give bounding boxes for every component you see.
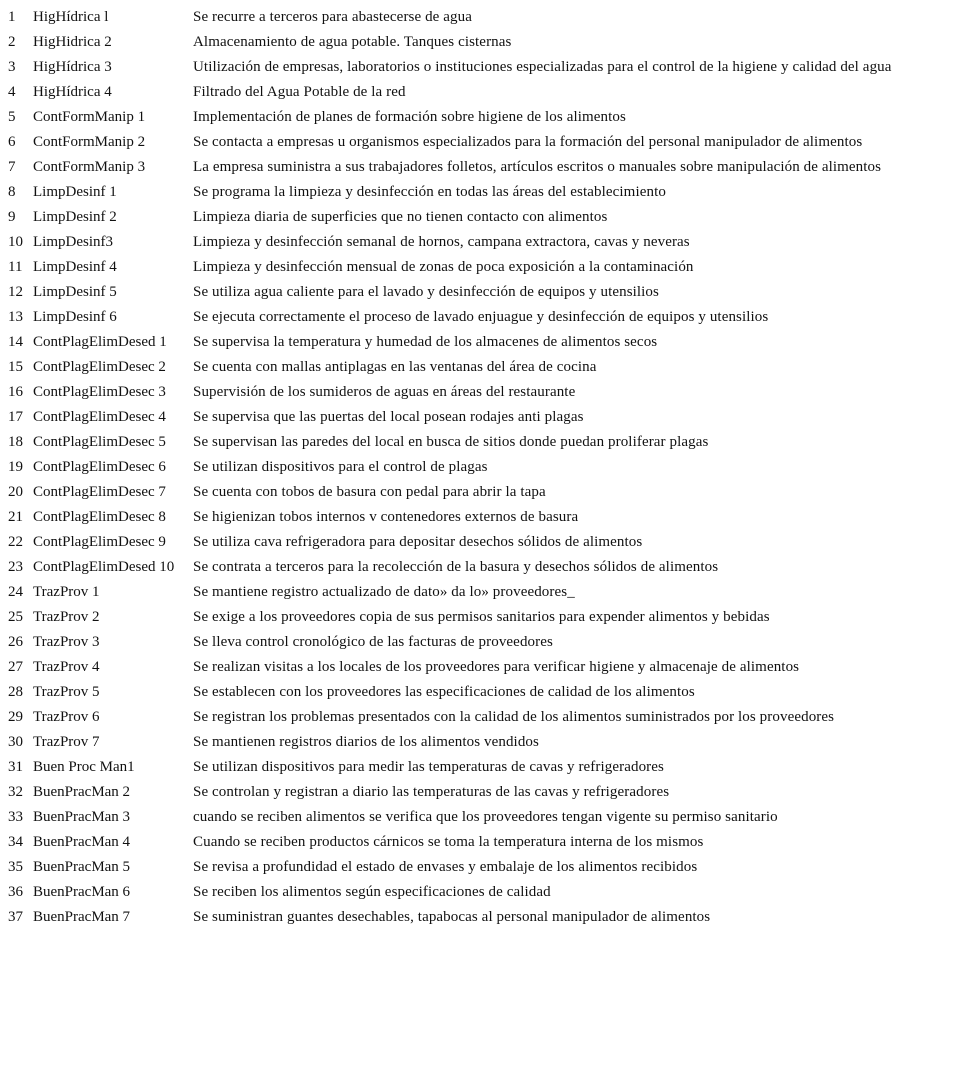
item-description: Se utiliza agua caliente para el lavado y desinfección de equipos y utensilios	[193, 284, 659, 300]
row-number: 7	[8, 159, 16, 175]
row-number: 21	[8, 509, 23, 525]
item-code: ContPlagElimDesec 7	[33, 484, 166, 500]
item-code: BuenPracMan 3	[33, 809, 131, 825]
item-code: BuenPracMan 4	[33, 834, 131, 850]
item-code: HigHidrica 2	[33, 34, 112, 50]
item-code: LimpDesinf 1	[33, 184, 117, 200]
item-description: Se contacta a empresas u organismos especializados para la formación del personal manipulador de alimentos	[193, 134, 863, 150]
item-code: TrazProv 7	[33, 734, 100, 750]
row-number: 17	[8, 409, 23, 425]
item-code: ContFormManip 3	[33, 159, 146, 175]
row-number: 13	[8, 309, 23, 325]
item-description: cuando se reciben alimentos se verifica que los proveedores tengan vigente su permiso sanitario	[193, 809, 778, 825]
row-number: 20	[8, 484, 23, 500]
item-description: La empresa suministra a sus trabajadores folletos, artículos escritos o manuales sobre manipulación de alimentos	[193, 159, 882, 175]
item-code: BuenPracMan 7	[33, 909, 131, 925]
item-description: Se cuenta con mallas antiplagas en las ventanas del área de cocina	[193, 359, 597, 375]
row-number: 33	[8, 809, 23, 825]
row-number: 16	[8, 384, 23, 400]
item-code: ContPlagElimDesec 5	[33, 434, 166, 450]
row-number: 14	[8, 334, 23, 350]
item-code: TrazProv 6	[33, 709, 100, 725]
row-number: 22	[8, 534, 23, 550]
item-description: Se mantienen registros diarios de los alimentos vendidos	[193, 734, 539, 750]
item-code: ContPlagElimDesed 1	[33, 334, 167, 350]
item-description: Se revisa a profundidad el estado de envases y embalaje de los alimentos recibidos	[193, 859, 698, 875]
row-number: 15	[8, 359, 23, 375]
item-code: BuenPracMan 5	[33, 859, 131, 875]
item-code: TrazProv 3	[33, 634, 100, 650]
row-number: 24	[8, 584, 23, 600]
item-code: TrazProv 5	[33, 684, 100, 700]
item-code: ContPlagElimDesed 10	[33, 559, 175, 575]
row-number: 6	[8, 134, 16, 150]
item-description: Se supervisa que las puertas del local posean rodajes anti plagas	[193, 409, 584, 425]
item-description: Se lleva control cronológico de las facturas de proveedores	[193, 634, 553, 650]
item-description: Se supervisan las paredes del local en busca de sitios donde puedan proliferar plagas	[193, 434, 709, 450]
row-number: 3	[8, 59, 16, 75]
item-code: ContPlagElimDesec 3	[33, 384, 166, 400]
item-description: Se utiliza cava refrigeradora para depositar desechos sólidos de alimentos	[193, 534, 643, 550]
item-code: Buen Proc Man1	[33, 759, 135, 775]
item-code: ContPlagElimDesec 4	[33, 409, 166, 425]
item-code: ContFormManip 1	[33, 109, 146, 125]
item-code: LimpDesinf 2	[33, 209, 117, 225]
row-number: 2	[8, 34, 16, 50]
item-description: Supervisión de los sumideros de aguas en áreas del restaurante	[193, 384, 576, 400]
item-description: Se establecen con los proveedores las especificaciones de calidad de los alimentos	[193, 684, 695, 700]
row-number: 9	[8, 209, 16, 225]
row-number: 19	[8, 459, 23, 475]
item-description: Limpieza y desinfección semanal de hornos, campana extractora, cavas y neveras	[193, 234, 690, 250]
item-code: TrazProv 1	[33, 584, 100, 600]
item-code: TrazProv 2	[33, 609, 100, 625]
item-description: Limpieza y desinfección mensual de zonas de poca exposición a la contaminación	[193, 259, 694, 275]
item-code: ContPlagElimDesec 6	[33, 459, 166, 475]
item-code: HigHídrica l	[33, 9, 109, 25]
row-number: 28	[8, 684, 23, 700]
item-code: LimpDesinf3	[33, 234, 113, 250]
item-description: Cuando se reciben productos cárnicos se toma la temperatura interna de los mismos	[193, 834, 704, 850]
item-description: Almacenamiento de agua potable. Tanques cisternas	[193, 34, 512, 50]
item-code: LimpDesinf 4	[33, 259, 117, 275]
item-code: BuenPracMan 6	[33, 884, 131, 900]
row-number: 35	[8, 859, 23, 875]
row-number: 10	[8, 234, 23, 250]
row-number: 36	[8, 884, 23, 900]
row-number: 18	[8, 434, 23, 450]
row-number: 25	[8, 609, 23, 625]
item-description: Se supervisa la temperatura y humedad de los almacenes de alimentos secos	[193, 334, 658, 350]
item-description: Se realizan visitas a los locales de los proveedores para verificar higiene y almacenaje de alimentos	[193, 659, 800, 675]
item-description: Se controlan y registran a diario las temperaturas de las cavas y refrigeradores	[193, 784, 670, 800]
item-description: Se cuenta con tobos de basura con pedal para abrir la tapa	[193, 484, 546, 500]
item-description: Se ejecuta correctamente el proceso de lavado enjuague y desinfección de equipos y utensilios	[193, 309, 769, 325]
item-description: Se recurre a terceros para abastecerse de agua	[193, 9, 473, 25]
item-description: Implementación de planes de formación sobre higiene de los alimentos	[193, 109, 626, 125]
item-description: Se registran los problemas presentados con la calidad de los alimentos suministrados por los proveedores	[193, 709, 835, 725]
item-description: Filtrado del Agua Potable de la red	[193, 84, 406, 100]
item-code: ContFormManip 2	[33, 134, 146, 150]
item-code: LimpDesinf 6	[33, 309, 117, 325]
row-number: 34	[8, 834, 23, 850]
row-number: 11	[8, 259, 23, 275]
item-description: Se utilizan dispositivos para medir las temperaturas de cavas y refrigeradores	[193, 759, 664, 775]
item-description: Se utilizan dispositivos para el control de plagas	[193, 459, 488, 475]
item-description: Limpieza diaria de superficies que no tienen contacto con alimentos	[193, 209, 608, 225]
item-code: HigHídrica 3	[33, 59, 112, 75]
row-number: 1	[8, 9, 16, 25]
row-number: 23	[8, 559, 23, 575]
item-code: LimpDesinf 5	[33, 284, 117, 300]
item-description: Se mantiene registro actualizado de dato» da lo» proveedores_	[193, 584, 575, 600]
item-code: BuenPracMan 2	[33, 784, 131, 800]
row-number: 5	[8, 109, 16, 125]
item-description: Se programa la limpieza y desinfección en todas las áreas del establecimiento	[193, 184, 666, 200]
row-number: 37	[8, 909, 23, 925]
item-code: TrazProv 4	[33, 659, 100, 675]
item-description: Se higienizan tobos internos v contenedores externos de basura	[193, 509, 579, 525]
item-description: Se contrata a terceros para la recolección de la basura y desechos sólidos de alimentos	[193, 559, 719, 575]
item-description: Se exige a los proveedores copia de sus permisos sanitarios para expender alimentos y bebidas	[193, 609, 770, 625]
row-number: 32	[8, 784, 23, 800]
item-code: HigHídrica 4	[33, 84, 112, 100]
row-number: 27	[8, 659, 23, 675]
row-number: 26	[8, 634, 23, 650]
item-code: ContPlagElimDesec 9	[33, 534, 166, 550]
row-number: 4	[8, 84, 16, 100]
item-description: Se reciben los alimentos según especificaciones de calidad	[193, 884, 551, 900]
item-code: ContPlagElimDesec 8	[33, 509, 166, 525]
item-code: ContPlagElimDesec 2	[33, 359, 166, 375]
item-description: Utilización de empresas, laboratorios o instituciones especializadas para el control de la higiene y calidad del agua	[193, 59, 892, 75]
row-number: 30	[8, 734, 23, 750]
item-description: Se suministran guantes desechables, tapabocas al personal manipulador de alimentos	[193, 909, 711, 925]
row-number: 29	[8, 709, 23, 725]
row-number: 31	[8, 759, 23, 775]
row-number: 12	[8, 284, 23, 300]
row-number: 8	[8, 184, 16, 200]
